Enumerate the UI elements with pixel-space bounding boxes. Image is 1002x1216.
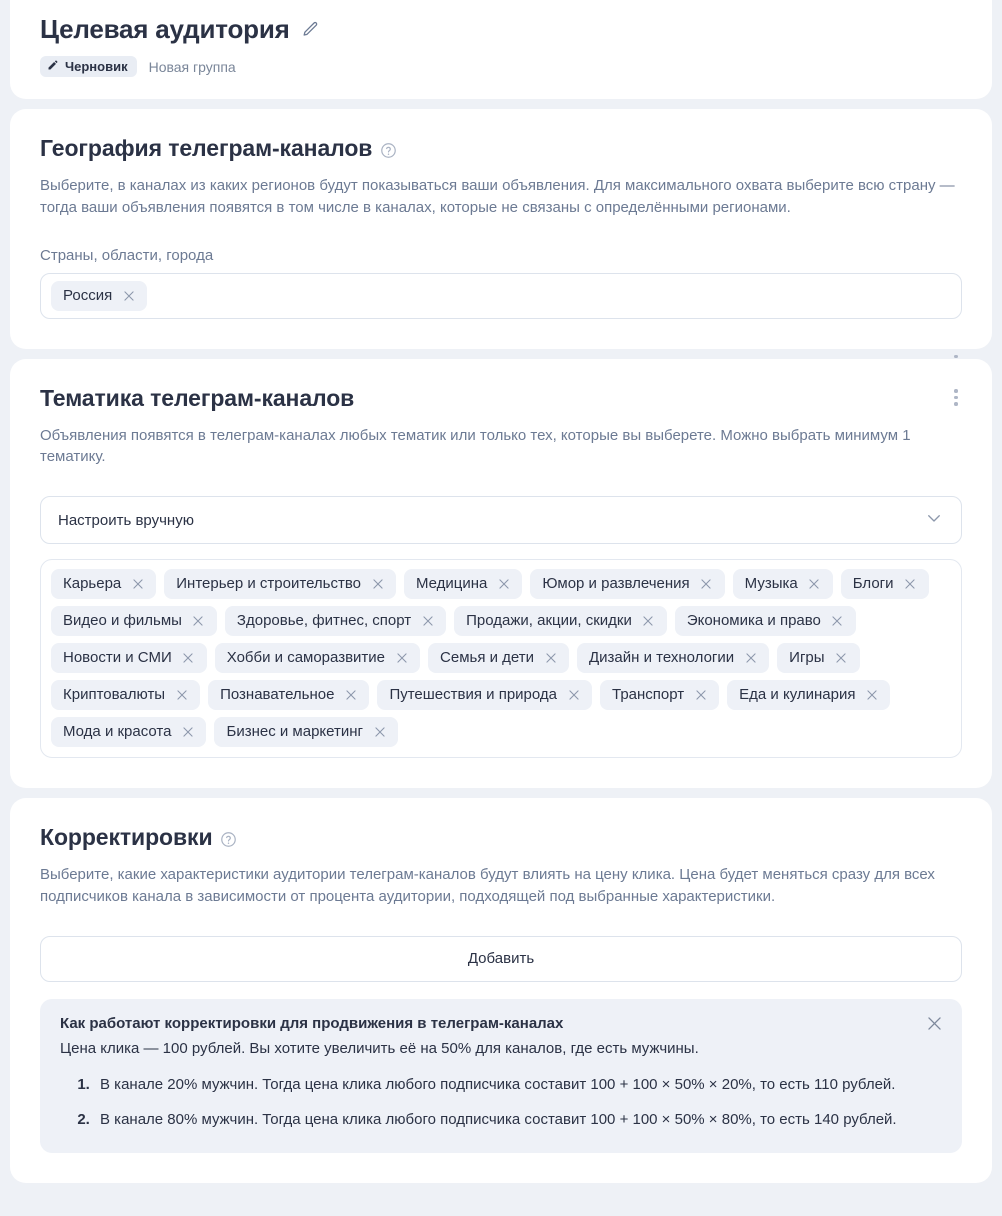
- close-icon[interactable]: [830, 614, 845, 629]
- topic-chip-label: Продажи, акции, скидки: [466, 612, 632, 630]
- chevron-down-icon[interactable]: [925, 509, 943, 531]
- topic-chip-label: Мода и красота: [63, 723, 172, 741]
- topic-chip-label: Интерьер и строительство: [176, 575, 361, 593]
- topic-chip-label: Криптовалюты: [63, 686, 166, 704]
- info-note-subtitle: Цена клика — 100 рублей. Вы хотите увеличить её на 50% для каналов, где есть мужчины.: [60, 1039, 699, 1057]
- topic-chip-label: Здоровье, фитнес, спорт: [236, 612, 412, 630]
- topic-chip-label: Хобби и саморазвитие: [226, 649, 386, 667]
- topic-chip[interactable]: [675, 606, 856, 636]
- page-title: Целевая аудитория: [40, 14, 290, 44]
- topics-mode-select[interactable]: [40, 496, 962, 544]
- close-icon[interactable]: [903, 577, 918, 592]
- topic-chip-label: Карьера: [63, 575, 122, 593]
- close-icon[interactable]: [693, 688, 708, 703]
- topic-chip[interactable]: [454, 606, 667, 636]
- topic-chip-label: Семья и дети: [440, 649, 535, 667]
- topic-chip[interactable]: [225, 606, 446, 636]
- geography-title: География телеграм-каналов: [40, 135, 373, 162]
- info-note-list: [60, 1073, 942, 1132]
- close-icon[interactable]: [343, 688, 358, 703]
- topics-header: [40, 385, 962, 412]
- pencil-icon[interactable]: [300, 19, 322, 41]
- topic-chip[interactable]: [777, 643, 859, 673]
- status-badge: [40, 56, 137, 77]
- topic-chip-label: Новости и СМИ: [63, 649, 172, 667]
- geo-chip[interactable]: [51, 281, 147, 311]
- close-icon[interactable]: [566, 688, 581, 703]
- pencil-icon: [47, 59, 59, 74]
- topic-chip-label: Экономика и право: [686, 612, 821, 630]
- topic-chip-label: Медицина: [416, 575, 488, 593]
- topic-chip[interactable]: [51, 717, 206, 747]
- adjustments-title: Корректировки: [40, 824, 213, 851]
- topic-chip[interactable]: [51, 680, 200, 710]
- title-row: [40, 14, 962, 45]
- topic-chip[interactable]: [733, 569, 833, 599]
- topic-chip[interactable]: [208, 680, 369, 710]
- topic-chip-label: Блоги: [852, 575, 894, 593]
- close-icon[interactable]: [743, 651, 758, 666]
- topic-chip-label: Транспорт: [612, 686, 685, 704]
- close-icon[interactable]: [130, 577, 145, 592]
- close-icon[interactable]: [370, 577, 385, 592]
- close-icon[interactable]: [394, 651, 409, 666]
- topic-chip[interactable]: [428, 643, 569, 673]
- page-header-card: [10, 0, 992, 99]
- topic-chip[interactable]: [214, 717, 398, 747]
- group-subtitle: Новая группа: [148, 58, 236, 75]
- topic-chip-label: Музыка: [744, 575, 798, 593]
- kebab-menu-icon[interactable]: [946, 387, 966, 409]
- adjustments-description: Выберите, какие характеристики аудитории телеграм-каналов будут влиять на цену клика. Цена будет меняться сразу для всех подписчиков канала в зависимости от процента аудитории, подходящей под выбранные характеристики.: [40, 866, 935, 905]
- topic-chip-label: Бизнес и маркетинг: [226, 723, 363, 741]
- topic-chip-label: Путешествия и природа: [389, 686, 558, 704]
- close-icon[interactable]: [174, 688, 189, 703]
- geography-header: [40, 135, 962, 162]
- topics-title: Тематика телеграм-каналов: [40, 384, 355, 411]
- topic-chip-label: Еда и кулинария: [739, 686, 856, 704]
- topic-chip-label: Игры: [789, 649, 825, 667]
- add-adjustment-label: Добавить: [467, 950, 535, 968]
- geography-field-label: Страны, области, города: [40, 246, 214, 264]
- adjustments-header: [40, 824, 962, 851]
- close-icon[interactable]: [641, 614, 656, 629]
- topic-chip-label: Видео и фильмы: [63, 612, 182, 630]
- topic-chip[interactable]: [727, 680, 890, 710]
- close-icon[interactable]: [834, 651, 849, 666]
- topic-chip[interactable]: [530, 569, 724, 599]
- topic-chip-label: Познавательное: [220, 686, 335, 704]
- topic-chip[interactable]: [377, 680, 592, 710]
- status-badge-label: Черновик: [65, 59, 128, 75]
- topic-chip[interactable]: [51, 643, 207, 673]
- info-note: [40, 999, 962, 1154]
- close-icon[interactable]: [420, 614, 435, 629]
- topics-mode-value: Настроить вручную: [58, 511, 194, 529]
- close-icon[interactable]: [699, 577, 714, 592]
- question-circle-icon[interactable]: [220, 831, 237, 848]
- close-icon[interactable]: [180, 725, 195, 740]
- geo-chip-label: Россия: [63, 286, 113, 304]
- meta-row: [40, 56, 962, 77]
- close-icon[interactable]: [191, 614, 206, 629]
- geography-card: [10, 109, 992, 349]
- topic-chip[interactable]: [215, 643, 420, 673]
- info-note-item: 1. В канале 20% мужчин. Тогда цена клика любого подписчика составит 100 + 100 × 50% × 20%, то есть 110 рублей.: [94, 1073, 942, 1096]
- close-icon[interactable]: [924, 1014, 944, 1034]
- topic-chip-label: Юмор и развлечения: [542, 575, 690, 593]
- adjustments-card: [10, 798, 992, 1183]
- close-icon[interactable]: [372, 725, 387, 740]
- question-circle-icon[interactable]: [380, 142, 397, 159]
- topic-chip[interactable]: [841, 569, 929, 599]
- topic-chip[interactable]: [51, 606, 217, 636]
- info-note-item: 2. В канале 80% мужчин. Тогда цена клика любого подписчика составит 100 + 100 × 50% × 80%, то есть 140 рублей.: [94, 1108, 942, 1131]
- close-icon[interactable]: [121, 288, 136, 303]
- topic-chip-label: Дизайн и технологии: [589, 649, 735, 667]
- topics-card: [10, 359, 992, 789]
- topics-chip-list: [40, 559, 962, 758]
- add-adjustment-button[interactable]: [40, 936, 962, 982]
- close-icon[interactable]: [181, 651, 196, 666]
- topic-chip[interactable]: [164, 569, 396, 599]
- topic-chip[interactable]: [404, 569, 522, 599]
- topic-chip[interactable]: [600, 680, 719, 710]
- topics-description: Объявления появятся в телеграм-каналах любых тематик или только тех, которые вы выберете. Можно выбрать минимум 1 тематику.: [40, 426, 911, 466]
- close-icon[interactable]: [543, 651, 558, 666]
- topic-chip[interactable]: [51, 569, 156, 599]
- close-icon[interactable]: [864, 688, 879, 703]
- info-note-title: Как работают корректировки для продвижения в телеграм-каналах: [60, 1014, 564, 1032]
- geography-input[interactable]: [40, 273, 962, 319]
- geography-description: Выберите, в каналах из каких регионов будут показываться ваши объявления. Для максимального охвата выберите всю страну — тогда ваши объявления появятся в том числе в каналах, которые не связаны с определёнными регионами.: [40, 177, 955, 216]
- topic-chip[interactable]: [577, 643, 769, 673]
- close-icon[interactable]: [496, 577, 511, 592]
- close-icon[interactable]: [807, 577, 822, 592]
